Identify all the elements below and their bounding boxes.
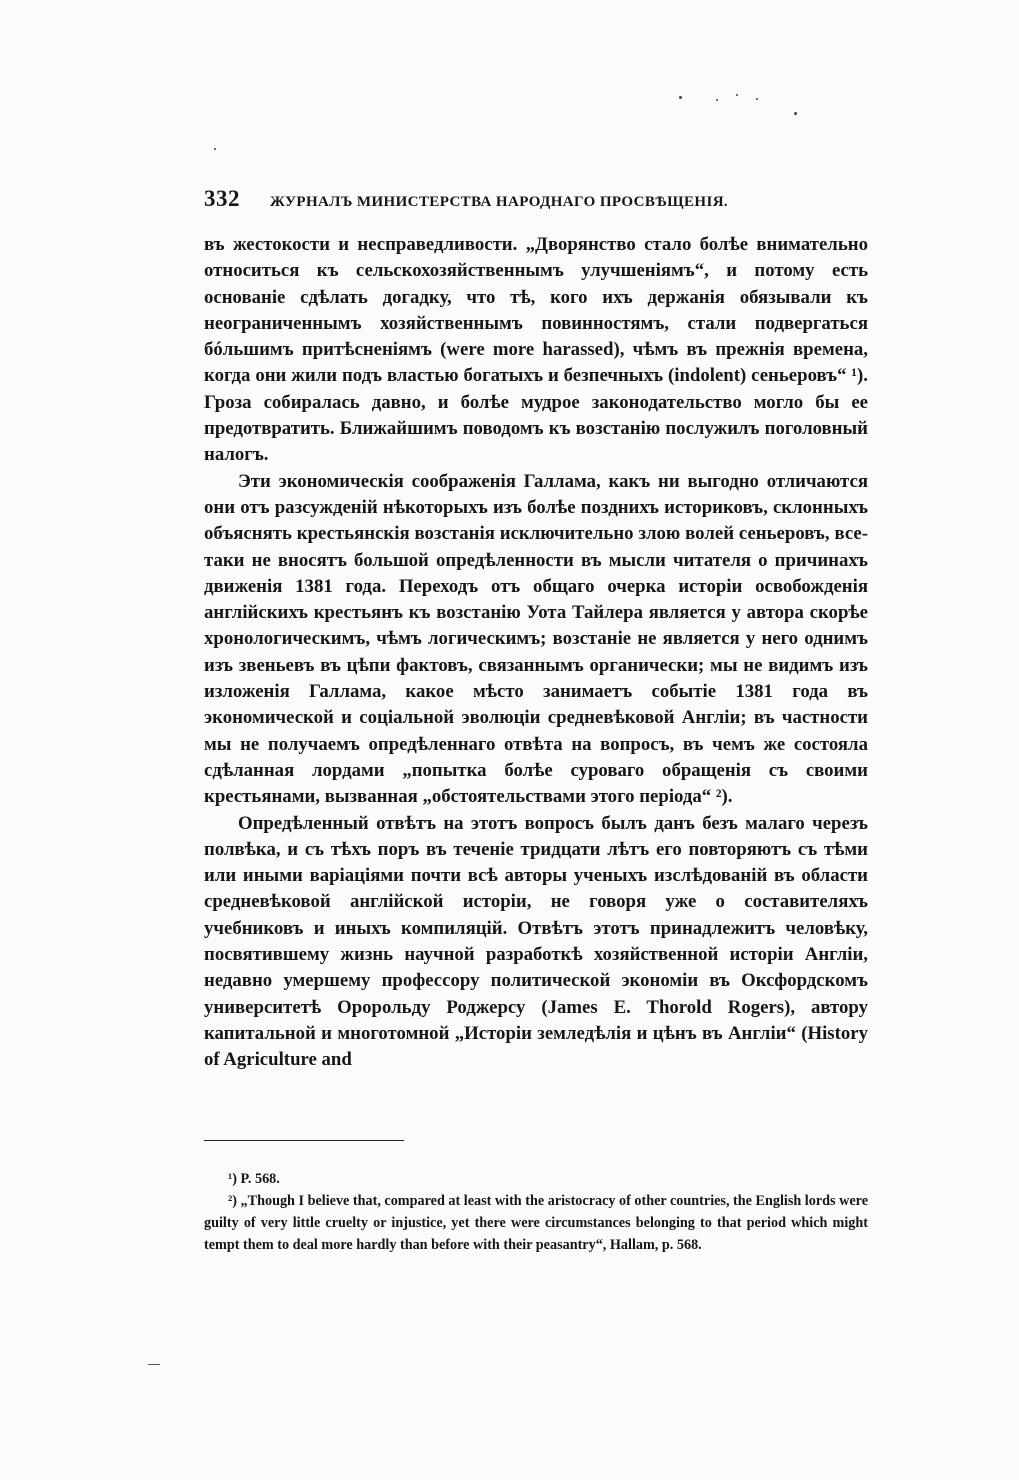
running-title: ЖУРНАЛЪ МИНИСТЕРСТВА НАРОДНАГО ПРОСВѢЩЕНІЯ. — [270, 194, 729, 210]
paragraph-1: въ жестокости и несправедливости. „Дворянство стало болѣе внимательно относиться къ сельскохозяйственнымъ улучшеніямъ“, и потому есть основаніе сдѣлать догадку, что тѣ, кого ихъ держанія обязывали къ неограниченнымъ хозяйственнымъ повинностямъ, стали подвергаться бóльшимъ притѣсненіямъ (were more harassed), чѣмъ въ прежнія времена, когда они жили подъ властью богатыхъ и безпечныхъ (indolent) сеньеровъ“ ¹). Гроза собиралась давно, и болѣе мудрое законодательство могло бы ее предотвратить. Ближайшимъ поводомъ къ возстанію послужилъ поголовный налогъ. — [204, 234, 868, 466]
footnote-2: ²) „Though I believe that, compared at least with the aristocracy of other countries, the English lords were guilty of very little cruelty or injustice, yet there were circumstances belonging to that period which might tempt them to deal more hardly than before with their peasantry“, Hallam, p. 568. — [204, 1193, 868, 1253]
footnote-1: ¹) P. 568. — [228, 1171, 280, 1187]
footnotes — [204, 1168, 868, 1256]
page-number: 332 — [204, 186, 240, 211]
scan-speck — [736, 94, 738, 96]
scan-speck — [679, 96, 682, 99]
paragraph-3: Опредѣленный отвѣтъ на этотъ вопросъ былъ данъ безъ малаго черезъ полвѣка, и съ тѣхъ поръ въ теченіе тридцати лѣтъ его повторяютъ съ тѣми или иными варіаціями почти всѣ авторы ученыхъ изслѣдованій въ области средневѣковой англійской исторіи, не говоря уже о составителяхъ учебниковъ и иныхъ компиляцій. Отвѣтъ этотъ принадлежитъ человѣку, посвятившему жизнь научной разработкѣ хозяйственной исторіи Англіи, недавно умершему профессору политической экономіи въ Оксфордскомъ университетѣ Оророльду Роджерсу (James E. Thorold Rogers), автору капитальной и многотомной „Исторіи земледѣлія и цѣнъ въ Англіи“ (History of Agriculture and — [204, 812, 868, 1071]
scan-mark — [148, 1364, 160, 1365]
paragraph-2: Эти экономическія соображенія Галлама, какъ ни выгодно отличаются они отъ разсужденій нѣкоторыхъ изъ болѣе позднихъ историковъ, склонныхъ объяснять крестьянскія возстанія исключительно злою волей сеньеровъ, все-таки не вносятъ большой опредѣленности въ мысли читателя о причинахъ движенія 1381 года. Переходъ отъ общаго очерка исторіи освобожденія англійскихъ крестьянъ къ возстанію Уота Тайлера является у автора скорѣе хронологическимъ, чѣмъ логическимъ; возстаніе не является у него однимъ изъ звеньевъ въ цѣпи фактовъ, связаннымъ органически; мы не видимъ изъ изложенія Галлама, какое мѣсто занимаетъ событіе 1381 года въ экономической и соціальной эволюціи средневѣковой Англіи; въ частности мы не получаемъ опредѣленнаго отвѣта на вопросъ, въ чемъ же состояла сдѣланная лордами „попытка болѣе суроваго обращенія съ своими крестьянами, вызванная „обстоятельствами этого періода“ ²). — [204, 470, 868, 808]
body-text — [204, 232, 868, 1074]
page-header — [204, 186, 868, 212]
scan-speck — [716, 99, 718, 101]
scan-speck — [756, 98, 758, 100]
scan-speck — [214, 148, 216, 150]
footnote-divider — [204, 1140, 404, 1141]
scan-speck — [794, 112, 797, 115]
